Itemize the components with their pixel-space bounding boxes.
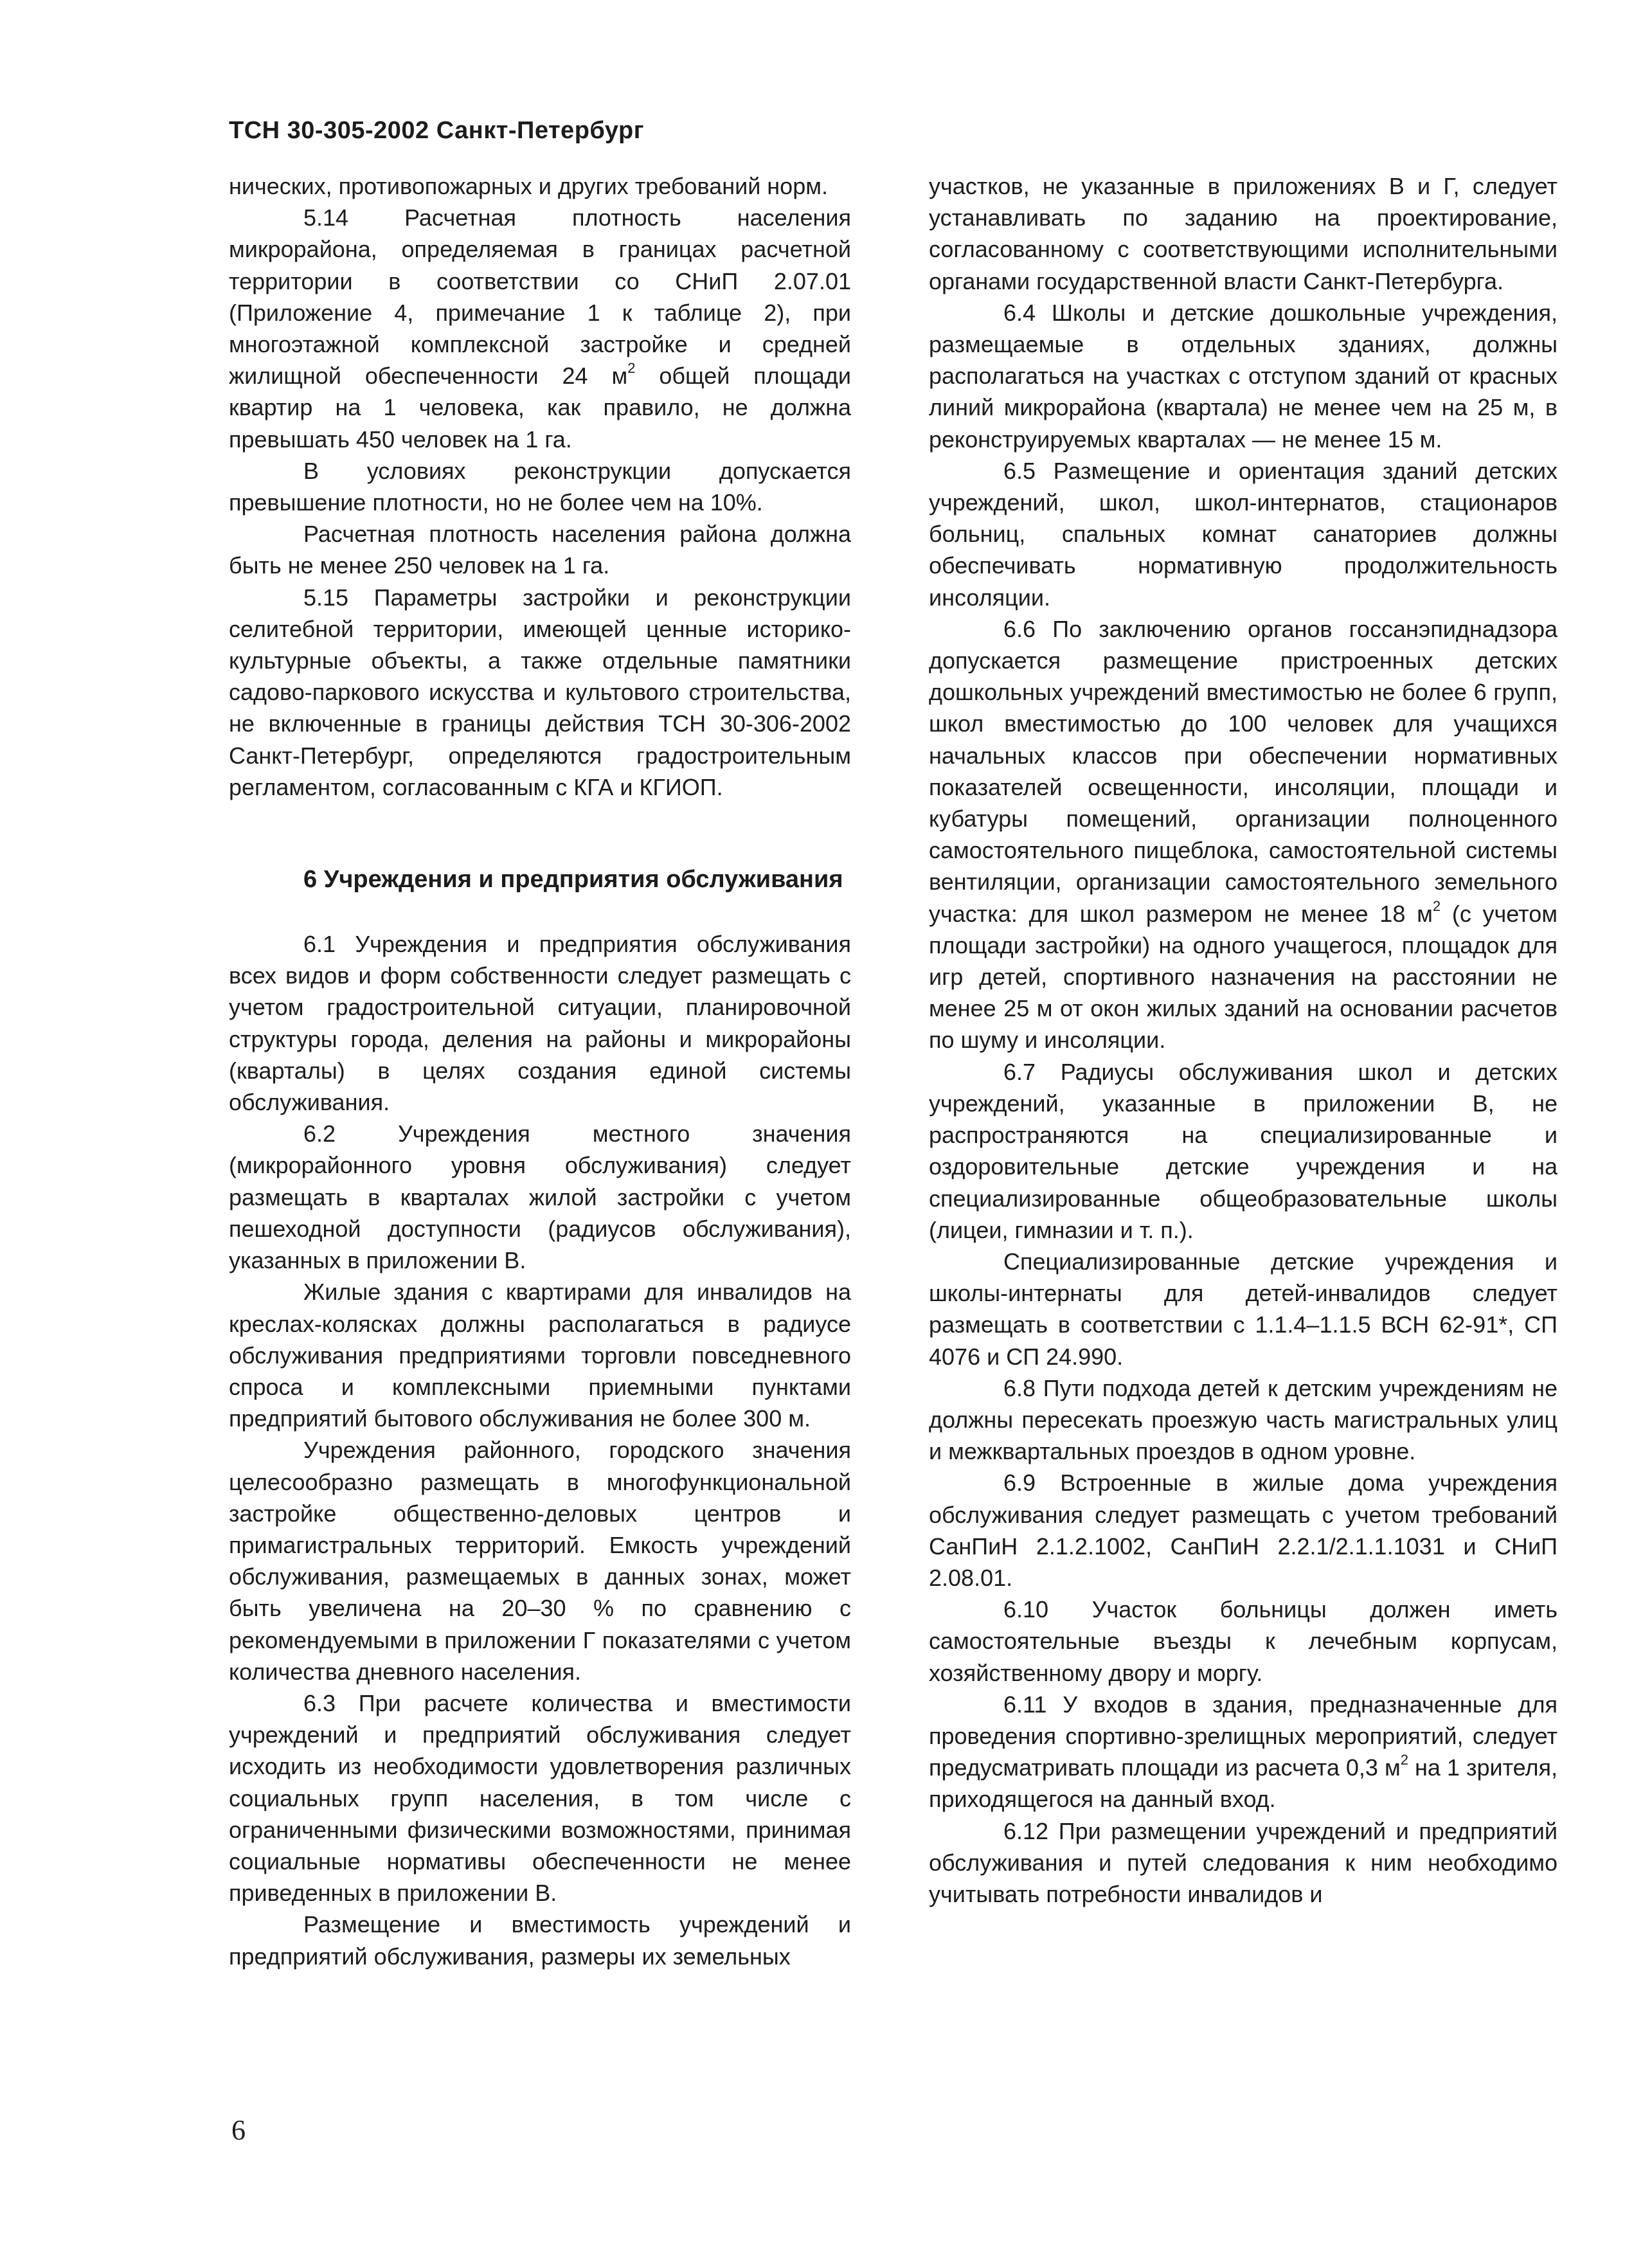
paragraph-text: на 1 зрителя, приходящегося на данный вход. [929, 1754, 1558, 1813]
paragraph-text: общей площади квартир на 1 человека, как правило, не должна превышать 450 человек на 1 га. [229, 363, 851, 453]
paragraph-6-7: 6.7 Радиусы обслуживания школ и детских учреждений, указанные в приложении В, не распространяются на специализированные и оздоровительные детские учреждения и на специализированные общеобразовательные школы (лицеи, гимназии и т. п.). [929, 1058, 1558, 1243]
paragraph-6-6 [929, 613, 1558, 1056]
paragraph-6-3: 6.3 При расчете количества и вместимости учреждений и предприятий обслуживания следует исходить из необходимости удовлетворения различных социальных групп населения, в том числе с ограниченными физическими возможностями, принимая социальные нормативы обеспеченности не менее приведенных в приложении В. [229, 1689, 851, 1907]
paragraph: Специализированные детские учреждения и школы-интернаты для детей-инвалидов следует размещать в соответствии с 1.1.4–1.1.5 ВСН 62-91*, СП 4076 и СП 24.990. [929, 1248, 1558, 1370]
paragraph-6-2: 6.2 Учреждения местного значения (микрорайонного уровня обслуживания) следует размещать в кварталах жилой застройки с учетом пешеходной доступности (радиусов обслуживания), указанных в приложении В. [229, 1120, 851, 1274]
paragraph-6-1: 6.1 Учреждения и предприятия обслуживания всех видов и форм собственности следует размещать с учетом градостроительной ситуации, планировочной структуры города, деления на районы и микрорайоны (кварталы) в целях создания единой системы обслуживания. [229, 931, 851, 1116]
paragraph: Размещение и вместимость учреждений и предприятий обслуживания, размеры их земельных [229, 1911, 851, 1970]
left-column [229, 170, 851, 1972]
paragraph-6-4: 6.4 Школы и детские дошкольные учреждения, размещаемые в отдельных зданиях, должны располагаться на участках с отступом зданий от красных линий микрорайона (квартала) не менее чем на 25 м, в реконструируемых кварталах — не менее 15 м. [929, 299, 1558, 453]
paragraph-6-12: 6.12 При размещении учреждений и предприятий обслуживания и путей следования к ним необходимо учитывать потребности инвалидов и [929, 1817, 1558, 1907]
paragraph-text: 6.6 По заключению органов госсанэпиднадзора допускается размещение пристроенных детских дошкольных учреждений вместимостью не более 6 групп, школ вместимостью до 100 человек для учащихся начальных классов при обеспечении нормативных показателей освещенности, инсоляции, площади и кубатуры помещений, организации полноценного самостоятельного пищеблока, самостоятельной системы вентиляции, организации самостоятельного земельного участка: для школ размером не менее 18 м [929, 615, 1558, 927]
paragraph: В условиях реконструкции допускается превышение плотности, но не более чем на 10%. [229, 457, 851, 516]
paragraph: Учреждения районного, городского значения целесообразно размещать в многофункциональной застройке общественно-деловых центров и примагистральных территорий. Емкость учреждений обслуживания, размещаемых в данных зонах, может быть увеличена на 20–30 % по сравнению с рекомендуемыми в приложении Г показателями с учетом количества дневного населения. [229, 1437, 851, 1685]
paragraph: Расчетная плотность населения района должна быть не менее 250 человек на 1 га. [229, 521, 851, 579]
right-column [929, 170, 1558, 1910]
paragraph-6-9: 6.9 Встроенные в жилые дома учреждения обслуживания следует размещать с учетом требований СанПиН 2.1.2.1002, СанПиН 2.2.1/2.1.1.1031 и СНиП 2.08.01. [929, 1470, 1558, 1591]
paragraph: Жилые здания с квартирами для инвалидов на креслах-колясках должны располагаться в радиусе обслуживания предприятиями торговли повседневного спроса и комплексными приемными пунктами предприятий бытового обслуживания не более 300 м. [229, 1279, 851, 1432]
paragraph-text: 6.11 У входов в здания, предназначенные для проведения спортивно-зрелищных мероприятий, следует предусматривать площади из расчета 0,3 м [929, 1691, 1558, 1781]
page-number: 6 [231, 2114, 246, 2146]
section-heading: 6 Учреждения и предприятия обслуживания [303, 866, 843, 894]
paragraph-6-5: 6.5 Размещение и ориентация зданий детских учреждений, школ, школ-интернатов, стационаров больниц, спальных комнат санаториев должны обеспечивать нормативную продолжительность инсоляции. [929, 457, 1558, 611]
paragraph: нических, противопожарных и других требований норм. [229, 173, 828, 199]
document-header: ТСН 30-305-2002 Санкт-Петербург [229, 117, 645, 144]
paragraph-6-11 [929, 1689, 1558, 1815]
superscript: 2 [627, 360, 636, 377]
paragraph: участков, не указанные в приложениях В и Г, следует устанавливать по заданию на проектирование, согласованному с соответствующими исполнительными органами государственной власти Санкт-Петербурга. [929, 173, 1558, 294]
paragraph-5-15: 5.15 Параметры застройки и реконструкции селитебной территории, имеющей ценные историко-культурные объекты, а также отдельные памятники садово-паркового искусства и культового строительства, не включенные в границы действия ТСН 30-306-2002 Санкт-Петербург, определяются градостроительным регламентом, согласованным с КГА и КГИОП. [229, 584, 851, 800]
paragraph-6-8: 6.8 Пути подхода детей к детским учреждениям не должны пересекать проезжую часть магистральных улиц и межквартальных проездов в одном уровне. [929, 1374, 1558, 1465]
paragraph-text: 5.14 Расчетная плотность населения микрорайона, определяемая в границах расчетной территории в соответствии со СНиП 2.07.01 (Приложение 4, примечание 1 к таблице 2), при многоэтажной комплексной застройке и средней жилищной обеспеченности 24 м [229, 204, 851, 390]
paragraph-6-10: 6.10 Участок больницы должен иметь самостоятельные въезды к лечебным корпусам, хозяйственному двору и моргу. [929, 1596, 1558, 1686]
paragraph-5-14 [229, 202, 851, 455]
superscript: 2 [1400, 1752, 1408, 1768]
paragraph-text: (с учетом площади застройки) на одного учащегося, площадок для игр детей, спортивного назначения на расстоянии не менее 25 м от окон жилых зданий на основании расчетов по шуму и инсоляции. [929, 900, 1558, 1054]
superscript: 2 [1432, 897, 1441, 914]
